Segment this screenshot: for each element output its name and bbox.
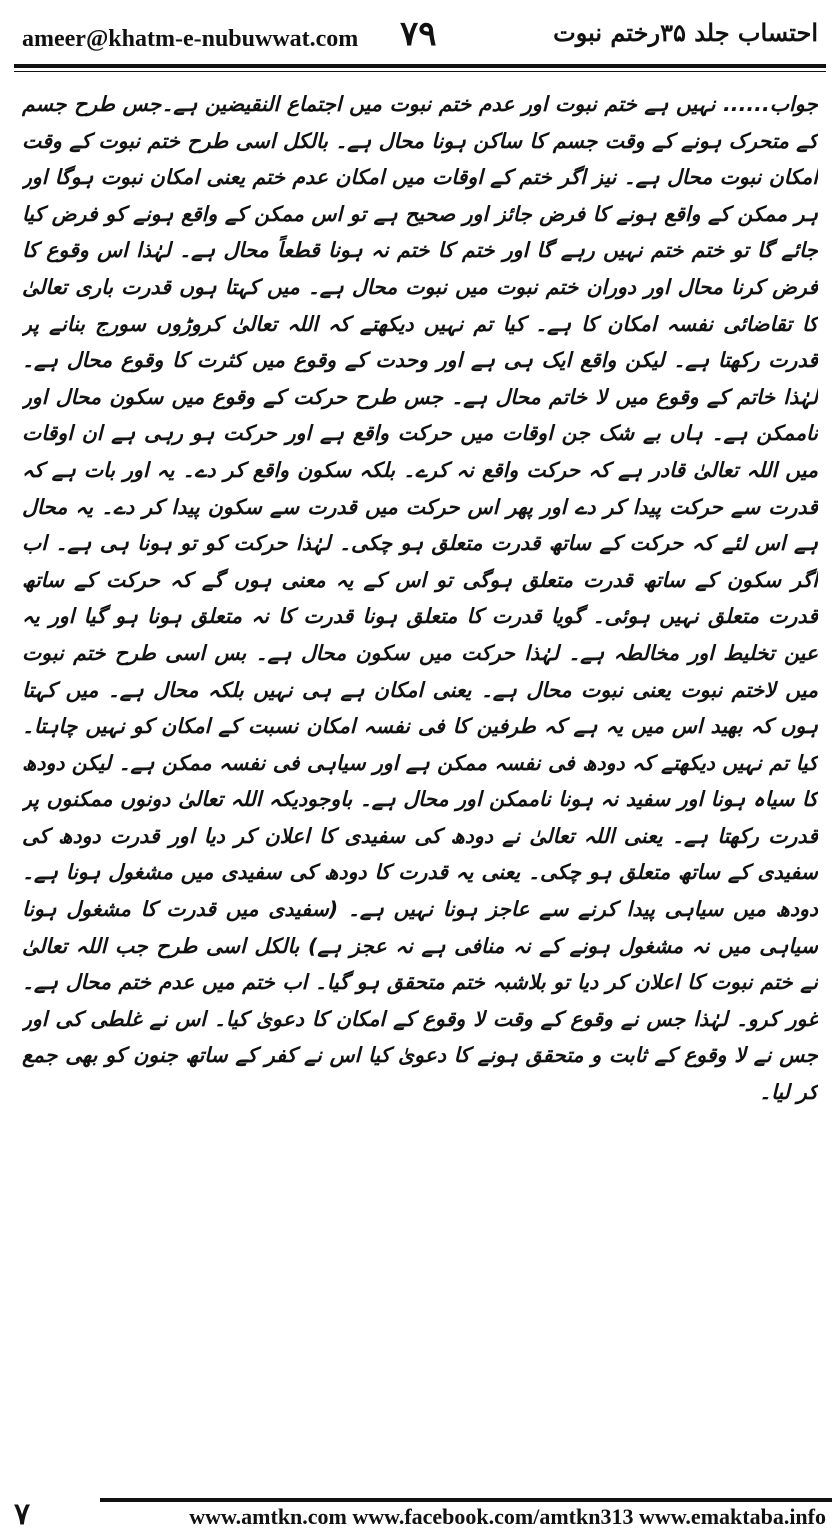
footer-page-number: ۷ [14, 1497, 31, 1532]
header-page-number: ۷۹ [400, 14, 437, 54]
header-email: ameer@khatm-e-nubuwwat.com [22, 26, 359, 52]
page-footer [8, 1498, 832, 1532]
running-title: احتساب جلد ۳۵رختم نبوت [553, 18, 818, 47]
header-rule [14, 64, 826, 72]
body-paragraph: جواب...... نہیں ہے ختم نبوت اور عدم ختم نبوت میں اجتماع النقیضین ہے۔جس طرح جسم کے متحرک ہونے کے وقت جسم کا ساکن ہونا محال ہے۔ بالکل اسی طرح ختم نبوت کے وقت امکان نبوت محال ہے۔ نیز اگر ختم کے اوقات میں امکان عدم ختم یعنی امکان نبوت ہوگا اور ہر ممکن کے واقع ہونے کا فرض جائز اور صحیح ہے تو اس ممکن کے واقع ہونے کو فرض کیا جائے گا تو ختم ختم نہیں رہے گا اور ختم کا ختم نہ ہونا قطعاً محال ہے۔ لہٰذا اس وقوع کا فرض کرنا محال اور دوران ختم نبوت میں نبوت محال ہے۔ میں کہتا ہوں قدرت باری تعالیٰ کا تقاضائی نفسہ امکان کا ہے۔ کیا تم نہیں دیکھتے کہ اللہ تعالیٰ کروڑوں سورج بنانے پر قدرت رکھتا ہے۔ لیکن واقع ایک ہی ہے اور وحدت کے وقوع میں کثرت کا وقوع محال ہے۔ لہٰذا خاتم کے وقوع میں لا خاتم محال ہے۔ جس طرح حرکت کے وقوع میں سکون محال اور ناممکن ہے۔ ہاں بے شک جن اوقات میں حرکت واقع ہے اور حرکت ہو رہی ہے ان اوقات میں اللہ تعالیٰ قادر ہے کہ حرکت واقع نہ کرے۔ بلکہ سکون واقع کر دے۔ یہ اور بات ہے کہ قدرت سے حرکت پیدا کر دے اور پھر اس حرکت میں قدرت سے سکون پیدا کر دے۔ یہ محال ہے اس لئے کہ حرکت کے ساتھ قدرت متعلق ہو چکی۔ لہٰذا حرکت کو تو ہونا ہی ہے۔ اب اگر سکون کے ساتھ قدرت متعلق ہوگی تو اس کے یہ معنی ہوں گے کہ حرکت کے ساتھ قدرت متعلق نہیں ہوئی۔ گویا قدرت کا متعلق ہونا قدرت کا نہ متعلق ہونا ہو گیا اور یہ عین تخلیط اور مخالطہ ہے۔ لہٰذا حرکت میں سکون محال ہے۔ بس اسی طرح ختم نبوت میں لاختم نبوت یعنی نبوت محال ہے۔ یعنی امکان ہے ہی نہیں بلکہ محال ہے۔ میں کہتا ہوں کہ بھید اس میں یہ ہے کہ طرفین کا فی نفسہ امکان نسبت کے امکان کو نہیں چاہتا۔ کیا تم نہیں دیکھتے کہ دودھ فی نفسہ ممکن ہے اور سیاہی فی نفسہ ممکن ہے۔ لیکن دودھ کا سیاہ ہونا اور سفید نہ ہونا ناممکن اور محال ہے۔ باوجودیکہ اللہ تعالیٰ دونوں ممکنوں پر قدرت رکھتا ہے۔ یعنی اللہ تعالیٰ نے دودھ کی سفیدی کا اعلان کر دیا اور قدرت دودھ کی سفیدی کے ساتھ متعلق ہو چکی۔ یعنی یہ قدرت کا دودھ کی سفیدی میں مشغول ہونا ہے۔ دودھ میں سیاہی پیدا کرنے سے عاجز ہونا نہیں ہے۔ (سفیدی میں قدرت کا مشغول ہونا سیاہی میں نہ مشغول ہونے کے نہ منافی ہے نہ عجز ہے) بالکل اسی طرح جب اللہ تعالیٰ نے ختم نبوت کا اعلان کر دیا تو بلاشبہ ختم متحقق ہو گیا۔ اب ختم میں عدم ختم محال ہے۔ غور کرو۔ لہٰذا جس نے وقوع کے وقت لا وقوع کے امکان کا دعویٰ کیا۔ اس نے غلطی کی اور جس نے لا وقوع کے ثابت و متحقق ہونے کا دعویٰ کیا اس نے کفر کے ساتھ جنون کو بھی جمع کر لیا۔ [22, 92, 818, 1105]
footer-rule [100, 1498, 832, 1502]
page-header [22, 14, 818, 62]
footer-links: www.amtkn.com www.facebook.com/amtkn313 www.emaktaba.info [189, 1504, 826, 1529]
